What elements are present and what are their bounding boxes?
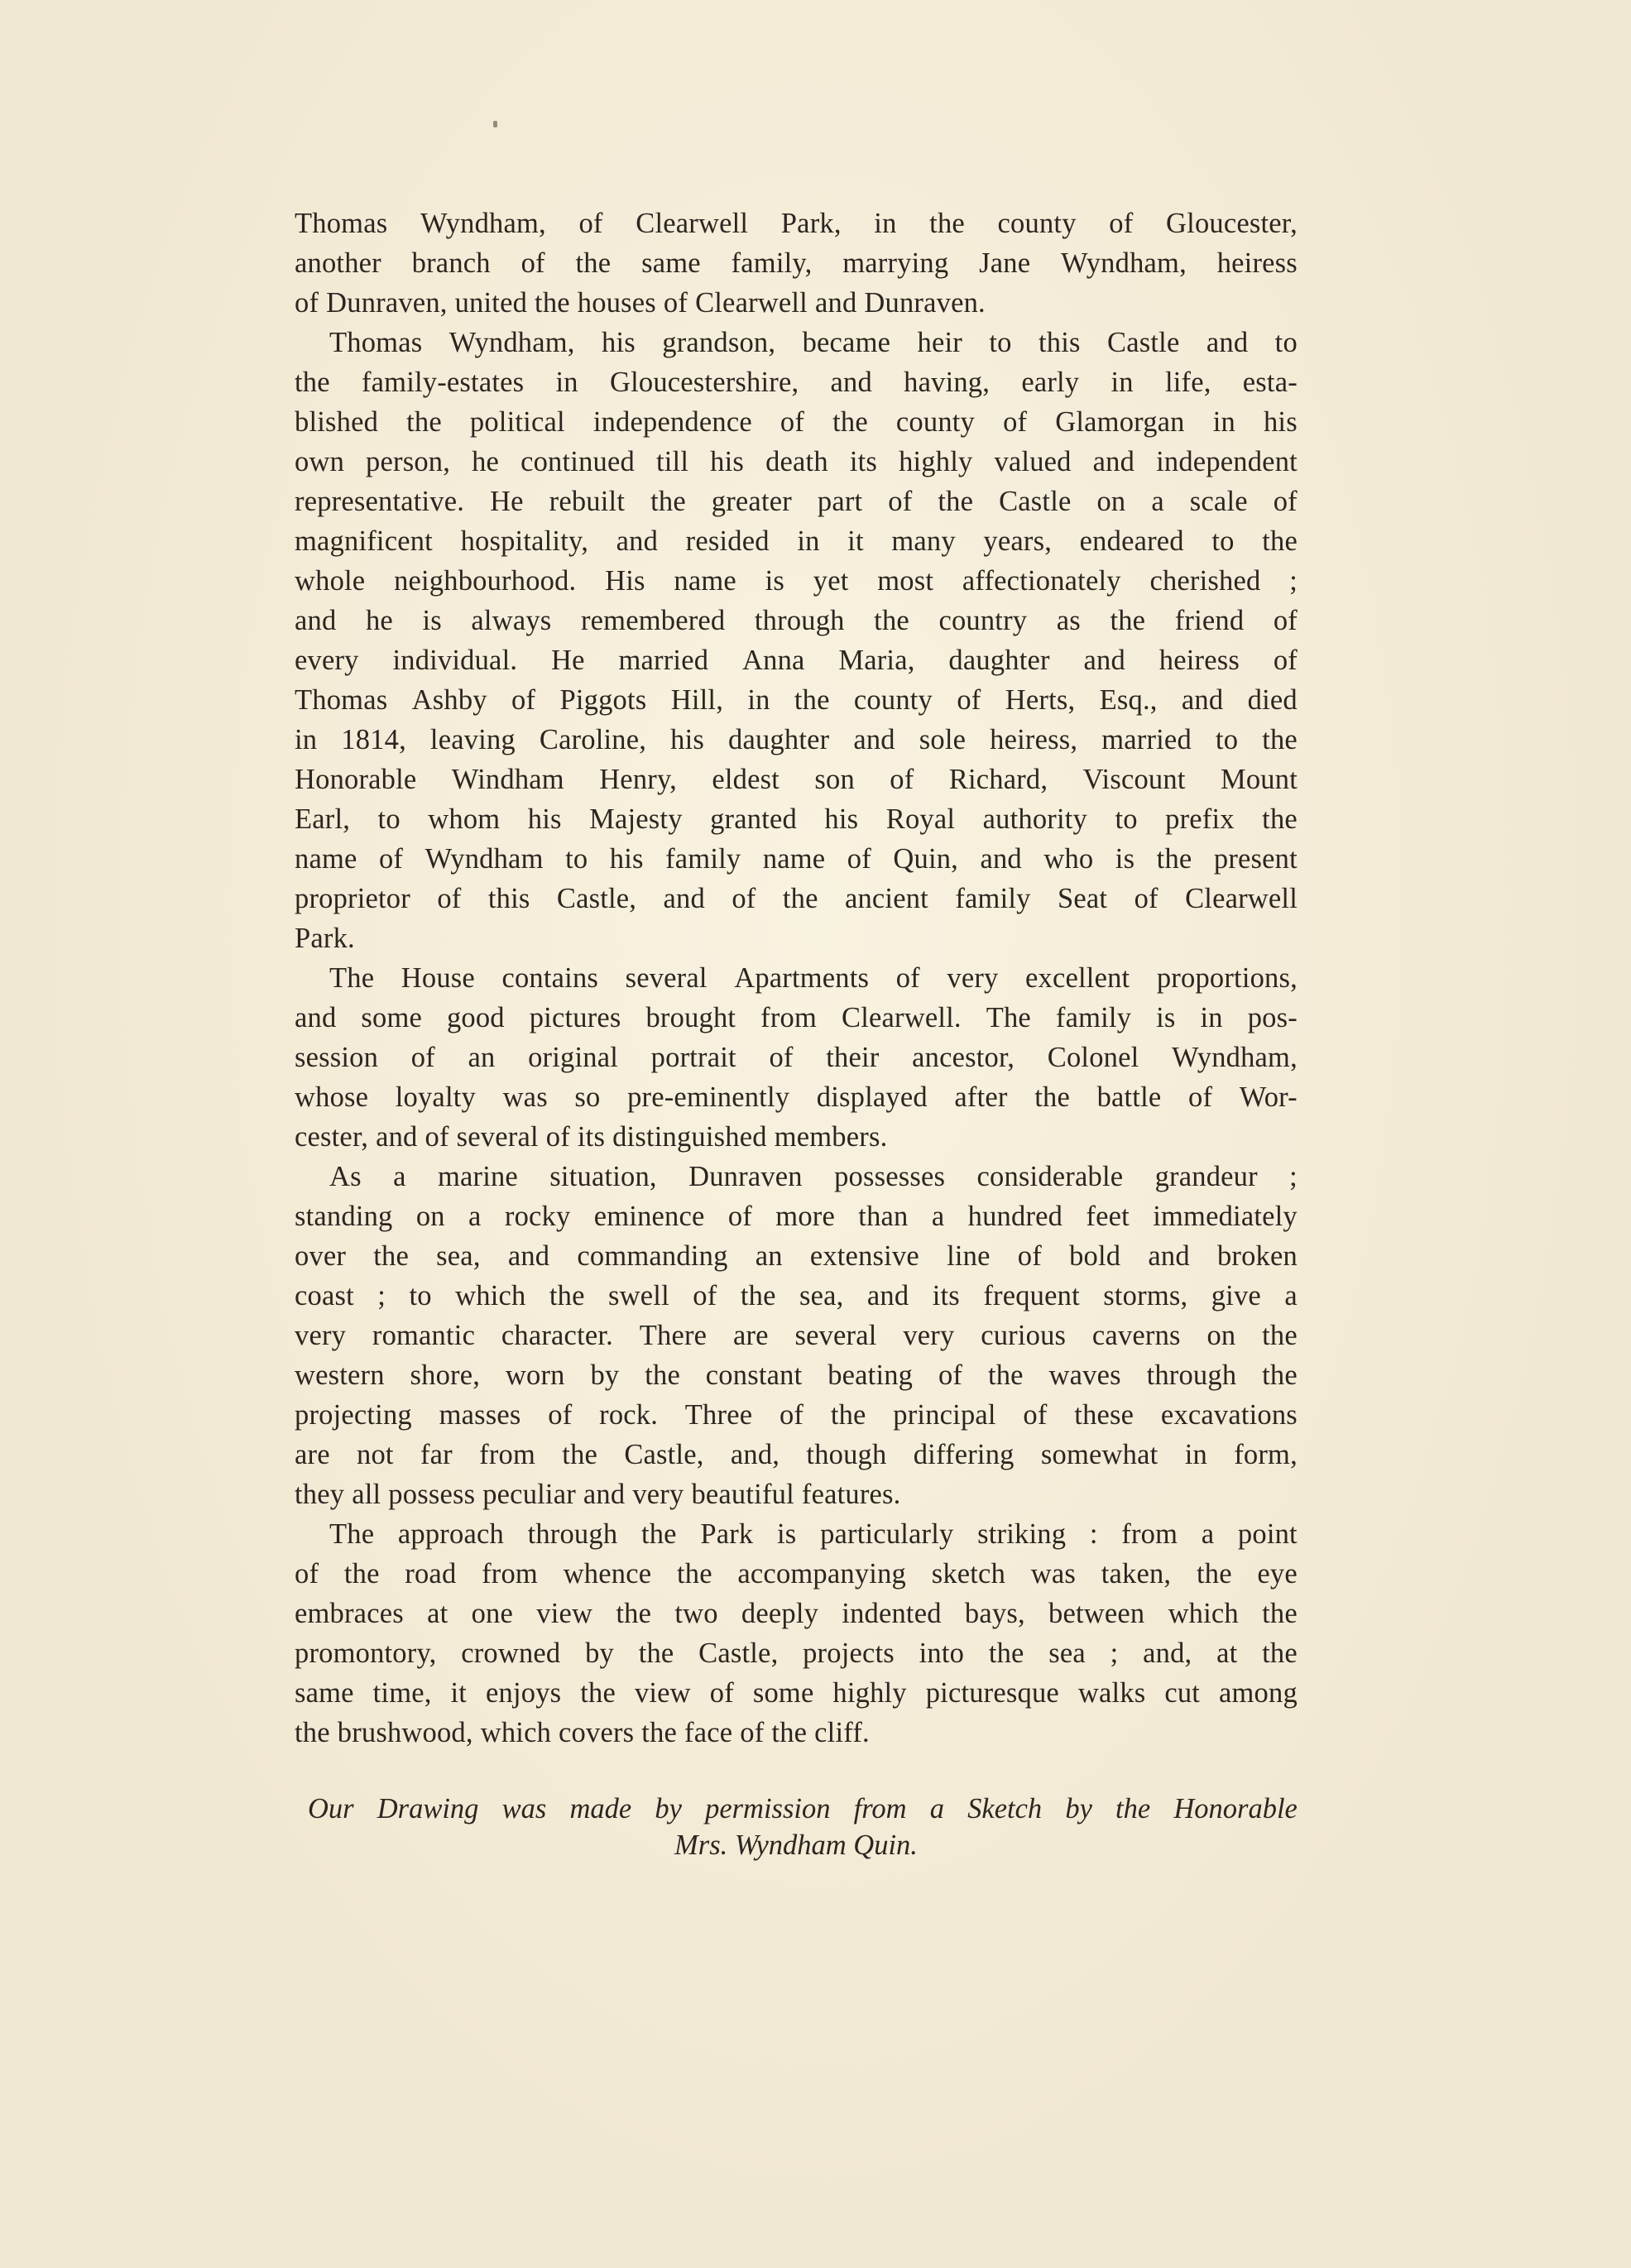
paragraph bbox=[295, 323, 1298, 958]
text-line: proprietor of this Castle, and of the ancient family Seat of Clearwell bbox=[295, 883, 1298, 914]
text-line: very romantic character. There are several very curious caverns on the bbox=[295, 1320, 1298, 1351]
text-line: The House contains several Apartments of very excellent proportions, bbox=[329, 962, 1298, 994]
text-line: Honorable Windham Henry, eldest son of Richard, Viscount Mount bbox=[295, 764, 1298, 795]
text-line: another branch of the same family, marrying Jane Wyndham, heiress bbox=[295, 247, 1298, 279]
text-line: As a marine situation, Dunraven possesses considerable grandeur ; bbox=[329, 1161, 1298, 1192]
text-line: Thomas Wyndham, of Clearwell Park, in the county of Gloucester, bbox=[295, 208, 1298, 239]
text-line: Park. bbox=[295, 923, 355, 954]
text-line: projecting masses of rock. Three of the principal of these excavations bbox=[295, 1399, 1298, 1431]
text-line: Thomas Ashby of Piggots Hill, in the county of Herts, Esq., and died bbox=[295, 684, 1298, 716]
paragraph bbox=[295, 1157, 1298, 1514]
text-line: standing on a rocky eminence of more than a hundred feet immediately bbox=[295, 1201, 1298, 1232]
printer-mark bbox=[493, 121, 497, 127]
caption-line: Our Drawing was made by permission from a Sketch by the Honorable bbox=[308, 1793, 1298, 1824]
text-line: session of an original portrait of their ancestor, Colonel Wyndham, bbox=[295, 1042, 1298, 1073]
text-line: Earl, to whom his Majesty granted his Royal authority to prefix the bbox=[295, 803, 1298, 835]
text-line: the family-estates in Gloucestershire, and having, early in life, esta- bbox=[295, 367, 1298, 398]
text-line: whose loyalty was so pre-eminently displayed after the battle of Wor- bbox=[295, 1081, 1298, 1113]
paragraph bbox=[295, 958, 1298, 1157]
text-line: same time, it enjoys the view of some highly picturesque walks cut among bbox=[295, 1677, 1298, 1709]
text-line: own person, he continued till his death its highly valued and independent bbox=[295, 446, 1298, 477]
text-line: are not far from the Castle, and, though differing somewhat in form, bbox=[295, 1439, 1298, 1470]
text-line: over the sea, and commanding an extensive line of bold and broken bbox=[295, 1240, 1298, 1272]
text-line: blished the political independence of the county of Glamorgan in his bbox=[295, 406, 1298, 438]
text-line: of the road from whence the accompanying sketch was taken, the eye bbox=[295, 1558, 1298, 1590]
illustration-credit bbox=[295, 1791, 1298, 1863]
text-line: name of Wyndham to his family name of Quin, and who is the present bbox=[295, 843, 1298, 875]
text-line: of Dunraven, united the houses of Clearwell and Dunraven. bbox=[295, 287, 986, 319]
text-line: Thomas Wyndham, his grandson, became heir to this Castle and to bbox=[329, 327, 1298, 358]
text-line: and some good pictures brought from Clearwell. The family is in pos- bbox=[295, 1002, 1298, 1033]
paragraph bbox=[295, 204, 1298, 323]
text-line: promontory, crowned by the Castle, projects into the sea ; and, at the bbox=[295, 1637, 1298, 1669]
text-line: they all possess peculiar and very beautiful features. bbox=[295, 1479, 901, 1510]
caption-line: Mrs. Wyndham Quin. bbox=[674, 1829, 918, 1861]
body-text bbox=[295, 204, 1298, 1753]
text-line: coast ; to which the swell of the sea, and its frequent storms, give a bbox=[295, 1280, 1298, 1311]
text-line: cester, and of several of its distinguished members. bbox=[295, 1121, 888, 1153]
text-line: whole neighbourhood. His name is yet most affectionately cherished ; bbox=[295, 565, 1298, 597]
text-line: magnificent hospitality, and resided in it many years, endeared to the bbox=[295, 525, 1298, 557]
text-line: embraces at one view the two deeply indented bays, between which the bbox=[295, 1598, 1298, 1629]
text-line: every individual. He married Anna Maria, daughter and heiress of bbox=[295, 645, 1298, 676]
text-line: and he is always remembered through the country as the friend of bbox=[295, 605, 1298, 636]
paragraph bbox=[295, 1514, 1298, 1753]
text-line: representative. He rebuilt the greater part of the Castle on a scale of bbox=[295, 486, 1298, 517]
text-line: The approach through the Park is particularly striking : from a point bbox=[329, 1518, 1298, 1550]
text-line: western shore, worn by the constant beating of the waves through the bbox=[295, 1359, 1298, 1391]
text-line: in 1814, leaving Caroline, his daughter and sole heiress, married to the bbox=[295, 724, 1298, 755]
text-line: the brushwood, which covers the face of the cliff. bbox=[295, 1717, 870, 1748]
